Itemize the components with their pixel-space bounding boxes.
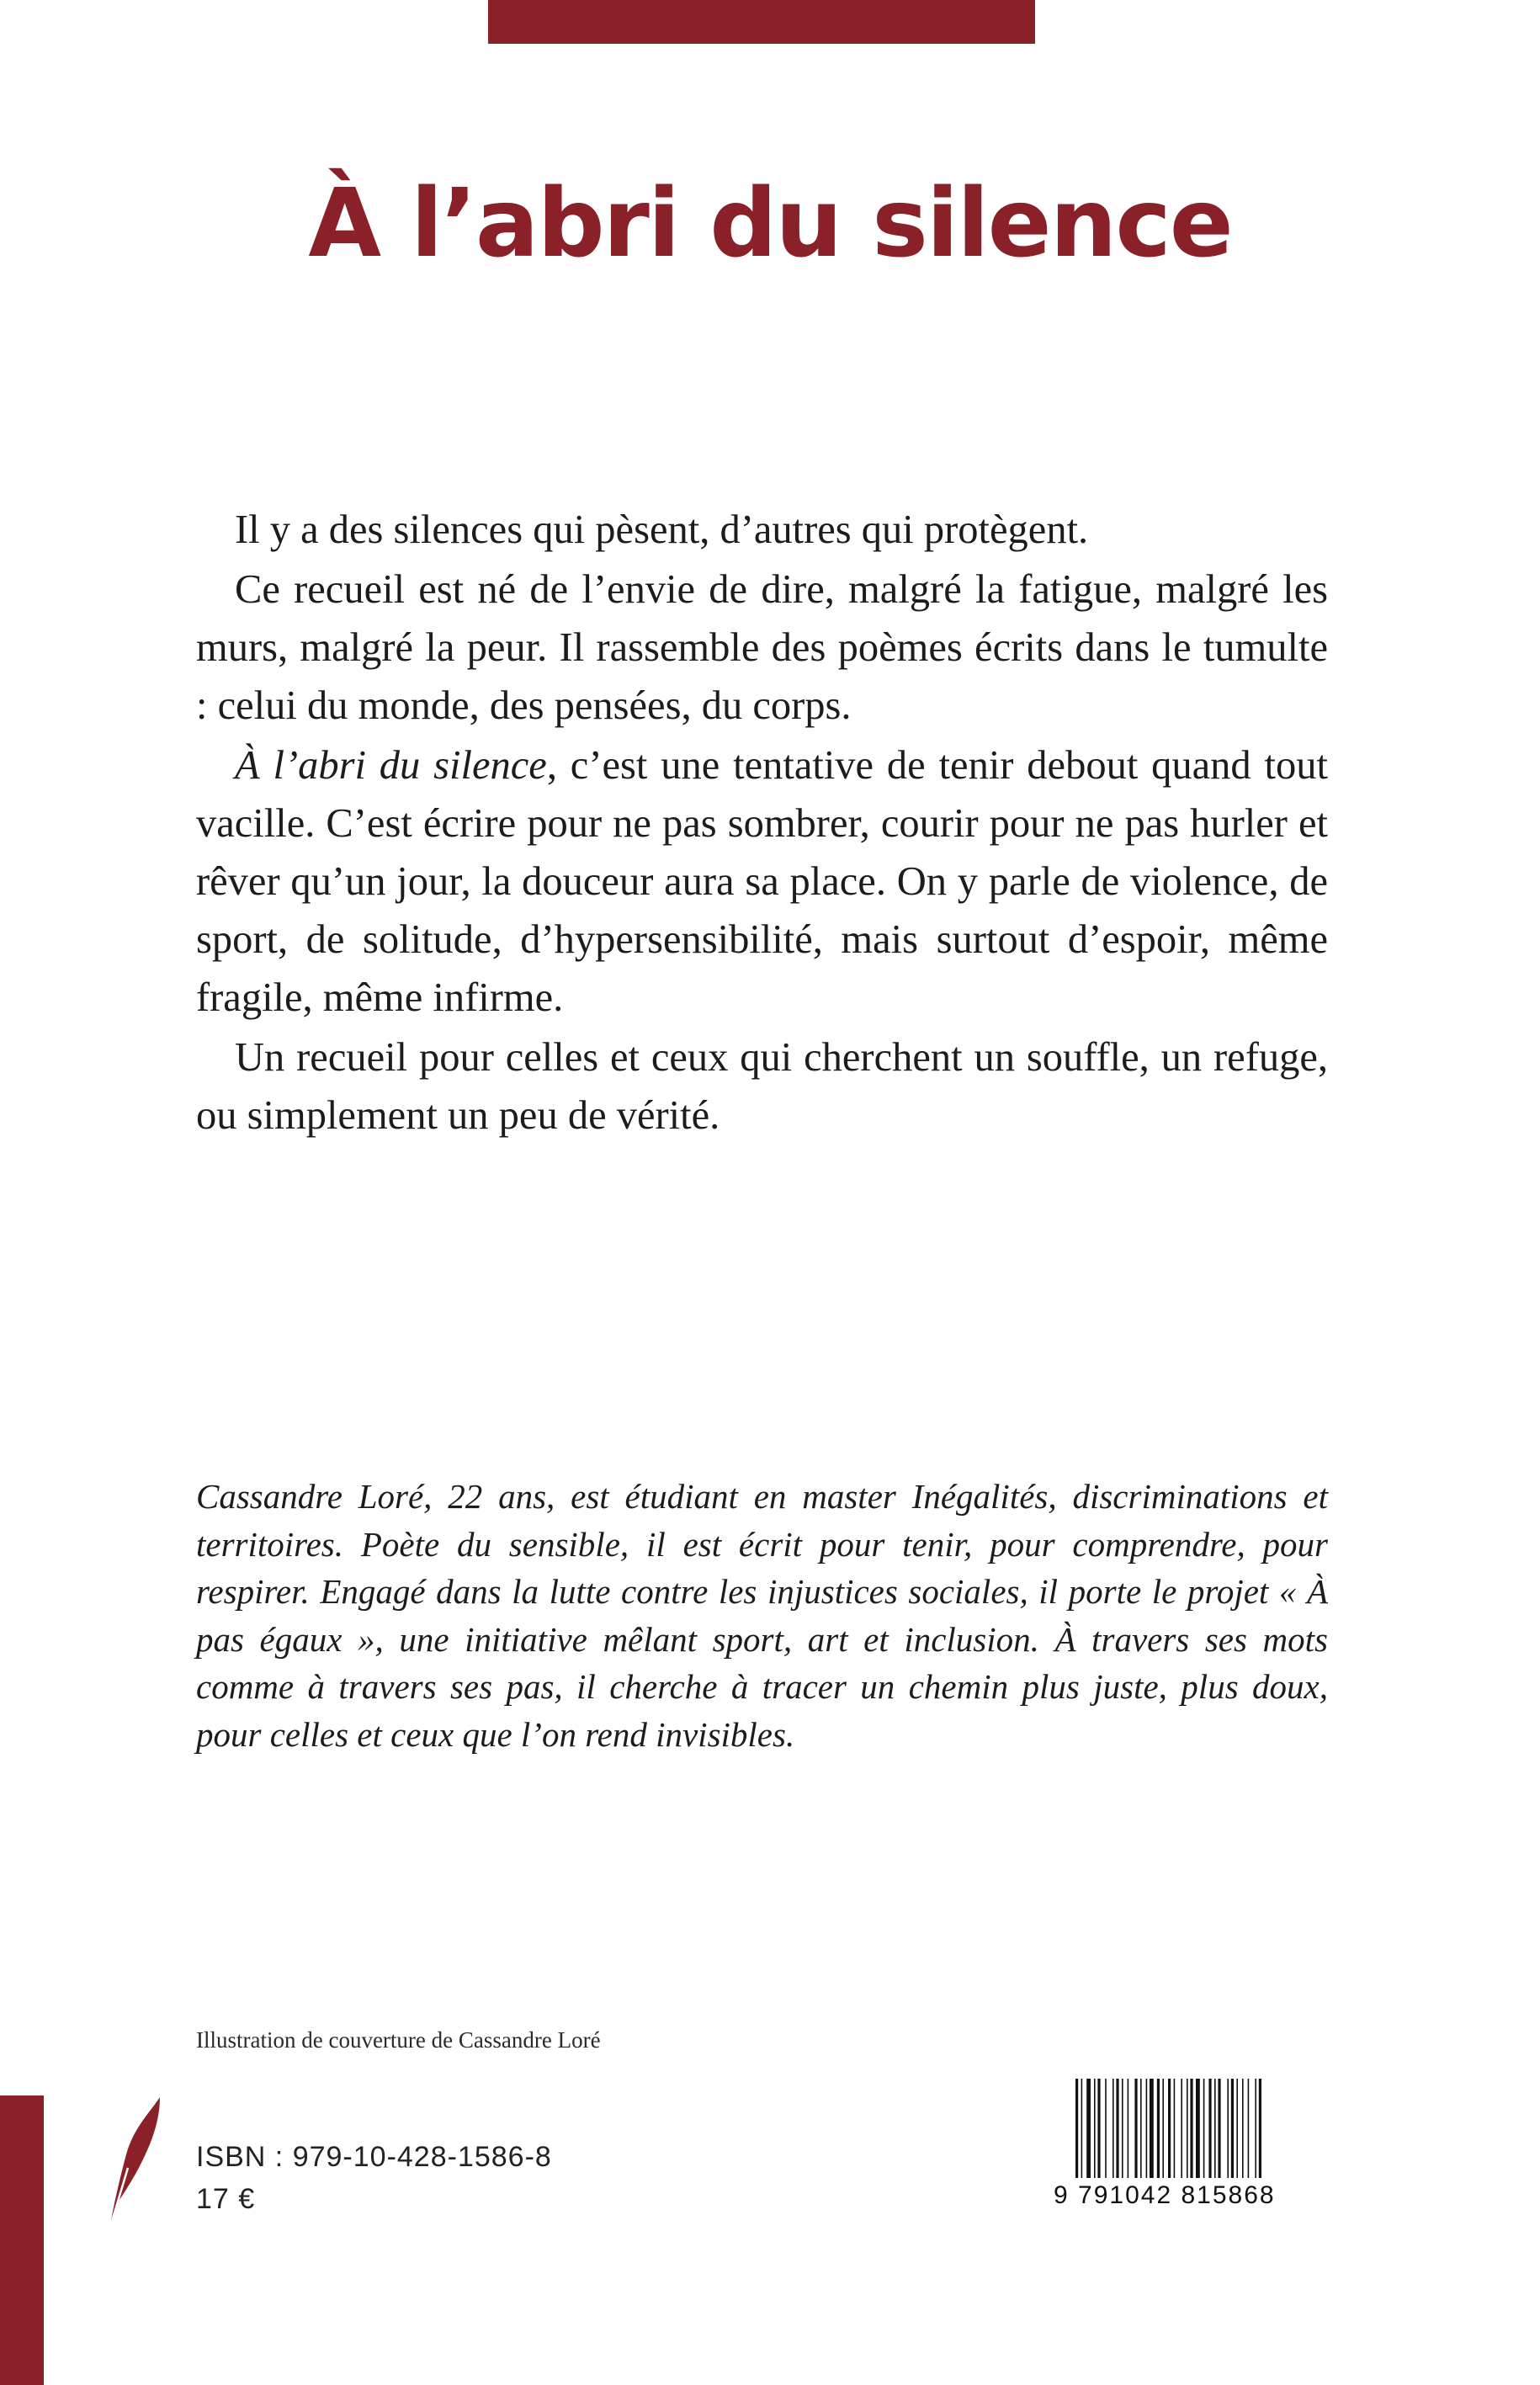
barcode-bar: [1196, 2079, 1200, 2178]
cover-illustration-credit: Illustration de couverture de Cassandre Loré: [196, 2027, 601, 2053]
barcode-bar: [1162, 2079, 1164, 2178]
price: 17 €: [196, 2183, 256, 2215]
barcode-bar: [1214, 2079, 1216, 2178]
barcode-bar: [1181, 2079, 1182, 2178]
barcode-bar: [1097, 2079, 1100, 2178]
barcode-bar: [1168, 2079, 1171, 2178]
barcode-bar: [1208, 2079, 1211, 2178]
barcode-bar: [1086, 2079, 1091, 2178]
barcode-bar: [1150, 2079, 1154, 2178]
barcode-bar: [1140, 2079, 1142, 2178]
barcode-bar: [1227, 2079, 1229, 2178]
barcode-number: 9 791042 815868: [1054, 2181, 1276, 2209]
barcode-bar: [1122, 2079, 1123, 2178]
side-accent-bar: [0, 2096, 44, 2385]
author-bio: [196, 1473, 1328, 1758]
blurb-paragraph-1: Il y a des silences qui pèsent, d’autres qui protègent.: [235, 507, 1089, 552]
blurb-paragraph-4: Un recueil pour celles et ceux qui cherchent un souffle, un refuge, ou simplement un peu de vérité.: [196, 1035, 1328, 1138]
author-bio-text: Cassandre Loré, 22 ans, est étudiant en master Inégalités, discriminations et territoires. Poète du sensible, il est écrit pour tenir, pour comprendre, pour respirer. Engagé dans la lutte contre les injustices sociales, il porte le projet « À pas égaux », une initiative mêlant sport, art et inclusion. À travers ses mots comme à travers ses pas, il cherche à tracer un chemin plus juste, plus doux, pour celles et ceux que l’on rend invisibles.: [196, 1477, 1328, 1754]
barcode-bar: [1231, 2079, 1234, 2178]
feather-icon: [108, 2096, 167, 2222]
book-title: À l’abri du silence: [308, 169, 1232, 279]
barcode-bar: [1259, 2079, 1261, 2178]
barcode-bar: [1116, 2079, 1118, 2178]
barcode-bar: [1146, 2079, 1148, 2178]
blurb-title-italic: À l’abri du silence: [235, 743, 547, 788]
barcode: [1074, 2079, 1326, 2239]
barcode-bar: [1218, 2079, 1220, 2178]
barcode-bar: [1128, 2079, 1129, 2178]
barcode-bar: [1242, 2079, 1244, 2178]
barcode-bar: [1255, 2079, 1256, 2178]
barcode-bar: [1248, 2079, 1250, 2178]
barcode-bar: [1134, 2079, 1137, 2178]
barcode-bar: [1105, 2079, 1107, 2178]
barcode-bar: [1236, 2079, 1238, 2178]
barcode-bar: [1157, 2079, 1160, 2178]
top-accent-bar: [488, 0, 1035, 44]
barcode-bar: [1174, 2079, 1176, 2178]
barcode-bar: [1203, 2079, 1205, 2178]
barcode-bar: [1190, 2079, 1192, 2178]
barcode-bar: [1094, 2079, 1096, 2178]
barcode-bar: [1187, 2079, 1188, 2178]
isbn: ISBN : 979-10-428-1586-8: [196, 2141, 552, 2173]
blurb: [196, 501, 1328, 1146]
blurb-paragraph-3-text: , c’est une tentative de tenir debout quand tout vacille. C’est écrire pour ne pas sombrer, courir pour ne pas hurler et rêver qu’un jour, la douceur aura sa place. On y parle de violence, de sport, de solitude, d’hypersensibilité, mais surtout d’espoir, même fragile, même infirme.: [196, 743, 1328, 1020]
barcode-bar: [1113, 2079, 1114, 2178]
barcode-bar: [1075, 2079, 1078, 2178]
blurb-paragraph-2: Ce recueil est né de l’envie de dire, malgré la fatigue, malgré les murs, malgré la peur. Il rassemble des poèmes écrits dans le tumulte : celui du monde, des pensées, du corps.: [196, 567, 1328, 728]
barcode-bar: [1081, 2079, 1083, 2178]
blurb-paragraph-3: [196, 736, 1328, 1027]
